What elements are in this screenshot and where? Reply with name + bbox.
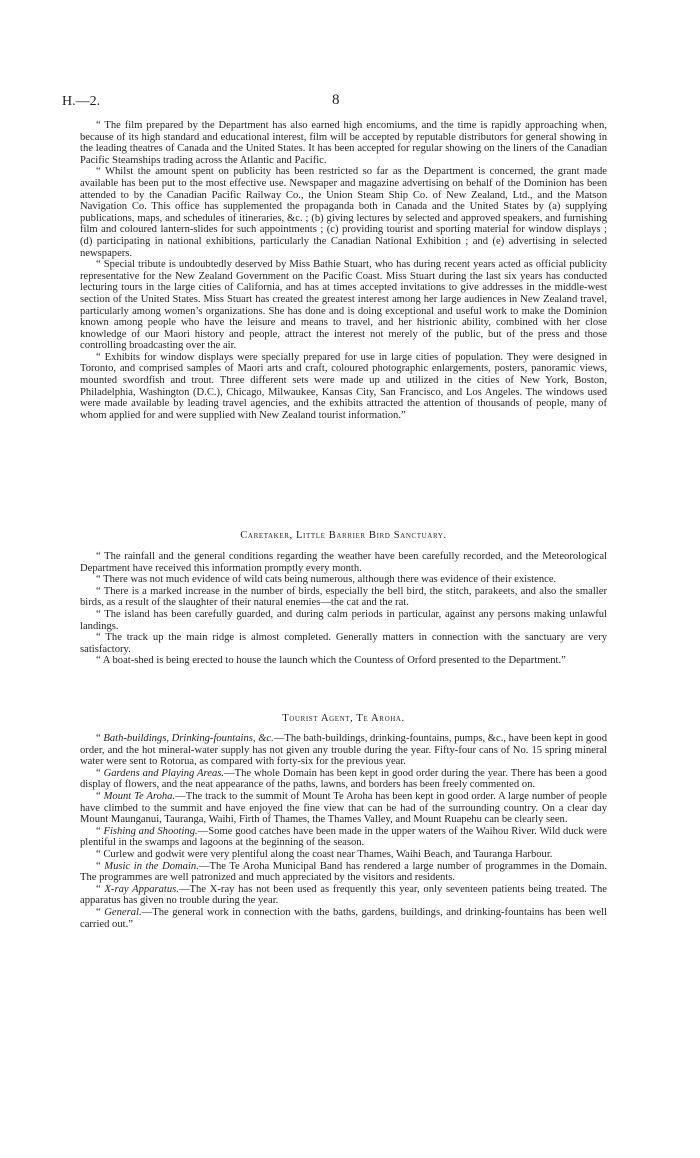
paragraph: “ Mount Te Aroha.—The track to the summit of Mount Te Aroha has been kept in good order. A large number of people have climbed to the summit and have enjoyed the fine view that can be had of the surrounding country. On a clear day Mount Maunganui, Tauranga, Waihi, Firth of Thames, the Thames Valley, and Mount Ruapehu can be clearly seen. [80, 790, 608, 826]
paragraph: “ Exhibits for window displays were specially prepared for use in large cities of population. They were designed in Toronto, and comprised samples of Maori arts and craft, coloured photographic enlargements, posters, panoramic views, mounted swordfish and trout. Three different sets were made up and utilized in the cities of New York, Boston, Philadelphia, Washington (D.C.), Chicago, Milwaukee, Kansas City, San Francisco, and Los Angeles. The windows used were made available by leading travel agencies, and the exhibits attracted the attention of thousands of people, many of whom applied for and were supplied with New Zealand tourist information.” [80, 351, 607, 421]
little-barrier-section [80, 551, 607, 667]
paragraph-lead: Gardens and Playing Areas. [103, 767, 225, 779]
publicity-section [80, 120, 607, 421]
paragraph-text: —The bath-buildings, drinking-fountains, pumps, &c., have been kept in good order, and the hot mineral-water supply has not given any trouble during the year. Fifty-four cans of No. 15 spring mineral water were sent to Rotorua, as compared with forty-six for the previous year. [80, 733, 608, 768]
paragraph-lead: General. [104, 906, 142, 918]
page-number: 8 [332, 92, 340, 108]
section-heading-te-aroha: Tourist Agent, Te Aroha. [282, 713, 405, 724]
paragraph-lead: Music in the Domain. [104, 860, 199, 872]
paragraph-text: Curlew and godwit were very plentiful along the coast near Thames, Waihi Beach, and Tauranga Harbour. [103, 848, 553, 860]
section-heading-little-barrier: Caretaker, Little Barrier Bird Sanctuary. [240, 530, 447, 541]
paragraph-text: —Some good catches have been made in the upper waters of the Waihou River. Wild duck were plentiful in the swamps and lagoons at the beginning of the season. [80, 825, 607, 849]
paragraph-lead: Fishing and Shooting. [103, 825, 198, 837]
paragraph-lead: Bath-buildings, Drinking-fountains, &c. [103, 733, 274, 744]
paragraph-text: —The X-ray has not been used as frequently this year, only seventeen patients being treated. The apparatus has given no trouble during the year. [80, 883, 607, 907]
paragraph-lead: Mount Te Aroha. [103, 790, 176, 802]
paragraph: “ X-ray Apparatus.—The X-ray has not been used as frequently this year, only seventeen patients being treated. The apparatus has given no trouble during the year. [80, 883, 607, 907]
paragraph: “ Curlew and godwit were very plentiful along the coast near Thames, Waihi Beach, and Tauranga Harbour. [96, 848, 553, 860]
paragraph: “ There is a marked increase in the number of birds, especially the bell bird, the stitch, parakeets, and also the smaller birds, as a result of the slaughter of their natural enemies—the cat and the rat. [80, 585, 607, 609]
paragraph: “ A boat-shed is being erected to house the launch which the Countess of Orford presented to the Department.” [96, 655, 566, 667]
paragraph: “ General.—The general work in connection with the baths, gardens, buildings, and drinking-fountains has been well carried out.” [80, 906, 607, 930]
paragraph: “ Whilst the amount spent on publicity has been restricted so far as the Department is concerned, the grant made available has been put to the most effective use. Newspaper and magazine advertising on behalf of the Dominion has been attended to by the Canadian Pacific Railway Co., the Union Steam Ship Co. of New Zealand, Ltd., and the Matson Navigation Co. This office has supplemented the propaganda both in Canada and the United States by (a) supplying publications, maps, and schedules of itineraries, &c. ; (b) giving lectures by selected and approved speakers, and furnishing film and coloured lantern-slides for such appointments ; (c) providing tourist and sporting material for window displays ; (d) participating in national exhibitions, particularly the Canadian National Exhibition ; and (e) advertising in selected newspapers. [80, 166, 607, 259]
paragraph: “ Music in the Domain.—The Te Aroha Municipal Band has rendered a large number of programmes in the Domain. The programmes are well patronized and much appreciated by the visitors and residents. [80, 860, 607, 884]
paragraph-text: —The track to the summit of Mount Te Aroha has been kept in good order. A large number of people have climbed to the summit and have enjoyed the fine view that can be had of the surrounding country. On a clear day Mount Maunganui, Tauranga, Waihi, Firth of Thames, the Thames Valley, and Mount Ruapehu can be clearly seen. [80, 790, 608, 826]
paragraph-text: —The Te Aroha Municipal Band has rendered a large number of programmes in the Domain. The programmes are well patronized and much appreciated by the visitors and residents. [80, 860, 607, 884]
paragraph: “ There was not much evidence of wild cats being numerous, although there was evidence of their existence. [96, 574, 557, 586]
paragraph: “ Special tribute is undoubtedly deserved by Miss Bathie Stuart, who has during recent years acted as official publicity representative for the New Zealand Government on the Pacific Coast. Miss Stuart during the last six years has conducted lecturing tours in the large cities of California, and has at times accepted invitations to give addresses in the middle-west section of the United States. Miss Stuart has created the greatest interest among her large audiences in New Zealand travel, particularly among women’s organizations. She has done and is doing exceptional and useful work to make the Dominion known among people who have the leisure and means to travel, and her histrionic ability, combined with her close knowledge of our Maori history and people, attract the interest not merely of the public, but of the press and those controlling broadcasting over the air. [80, 259, 607, 352]
paragraph: “ Gardens and Playing Areas.—The whole Domain has been kept in good order during the year. There has been a good display of flowers, and the neat appearance of the paths, lawns, and borders has been freely commented on. [80, 767, 607, 791]
paragraph: “ The island has been carefully guarded, and during calm periods in particular, against any persons making unlawful landings. [80, 608, 607, 632]
paragraph: “ The film prepared by the Department has also earned high encomiums, and the time is rapidly approaching when, because of its high standard and educational interest, film will be accepted by reputable distributors for general showing in the leading theatres of Canada and the United States. It has been accepted for regular showing on the liners of the Canadian Pacific Steamships trading across the Atlantic and Pacific. [80, 120, 607, 166]
paragraph-text: —The whole Domain has been kept in good order during the year. There has been a good display of flowers, and the neat appearance of the paths, lawns, and borders has been freely commented on. [80, 767, 607, 791]
paragraph: “ The track up the main ridge is almost completed. Generally matters in connection with the sanctuary are very satisfactory. [80, 632, 607, 655]
te-aroha-section [80, 733, 607, 930]
paragraph: “ Fishing and Shooting.—Some good catches have been made in the upper waters of the Waihou River. Wild duck were plentiful in the swamps and lagoons at the beginning of the season. [80, 825, 607, 849]
paragraph-lead: X-ray Apparatus. [104, 883, 179, 895]
paragraph: “ The rainfall and the general conditions regarding the weather have been carefully recorded, and the Meteorological Department have received this information promptly every month. [80, 551, 607, 574]
paragraph: “ Bath-buildings, Drinking-fountains, &c.—The bath-buildings, drinking-fountains, pumps, &c., have been kept in good order, and the hot mineral-water supply has not given any trouble during the year. Fifty-four cans of No. 15 spring mineral water were sent to Rotorua, as compared with forty-six for the previous year. [80, 733, 608, 768]
document-reference: H.—2. [62, 94, 101, 109]
paragraph-text: —The general work in connection with the baths, gardens, buildings, and drinking-fountains has been well carried out.” [80, 906, 607, 930]
running-header [62, 94, 614, 114]
